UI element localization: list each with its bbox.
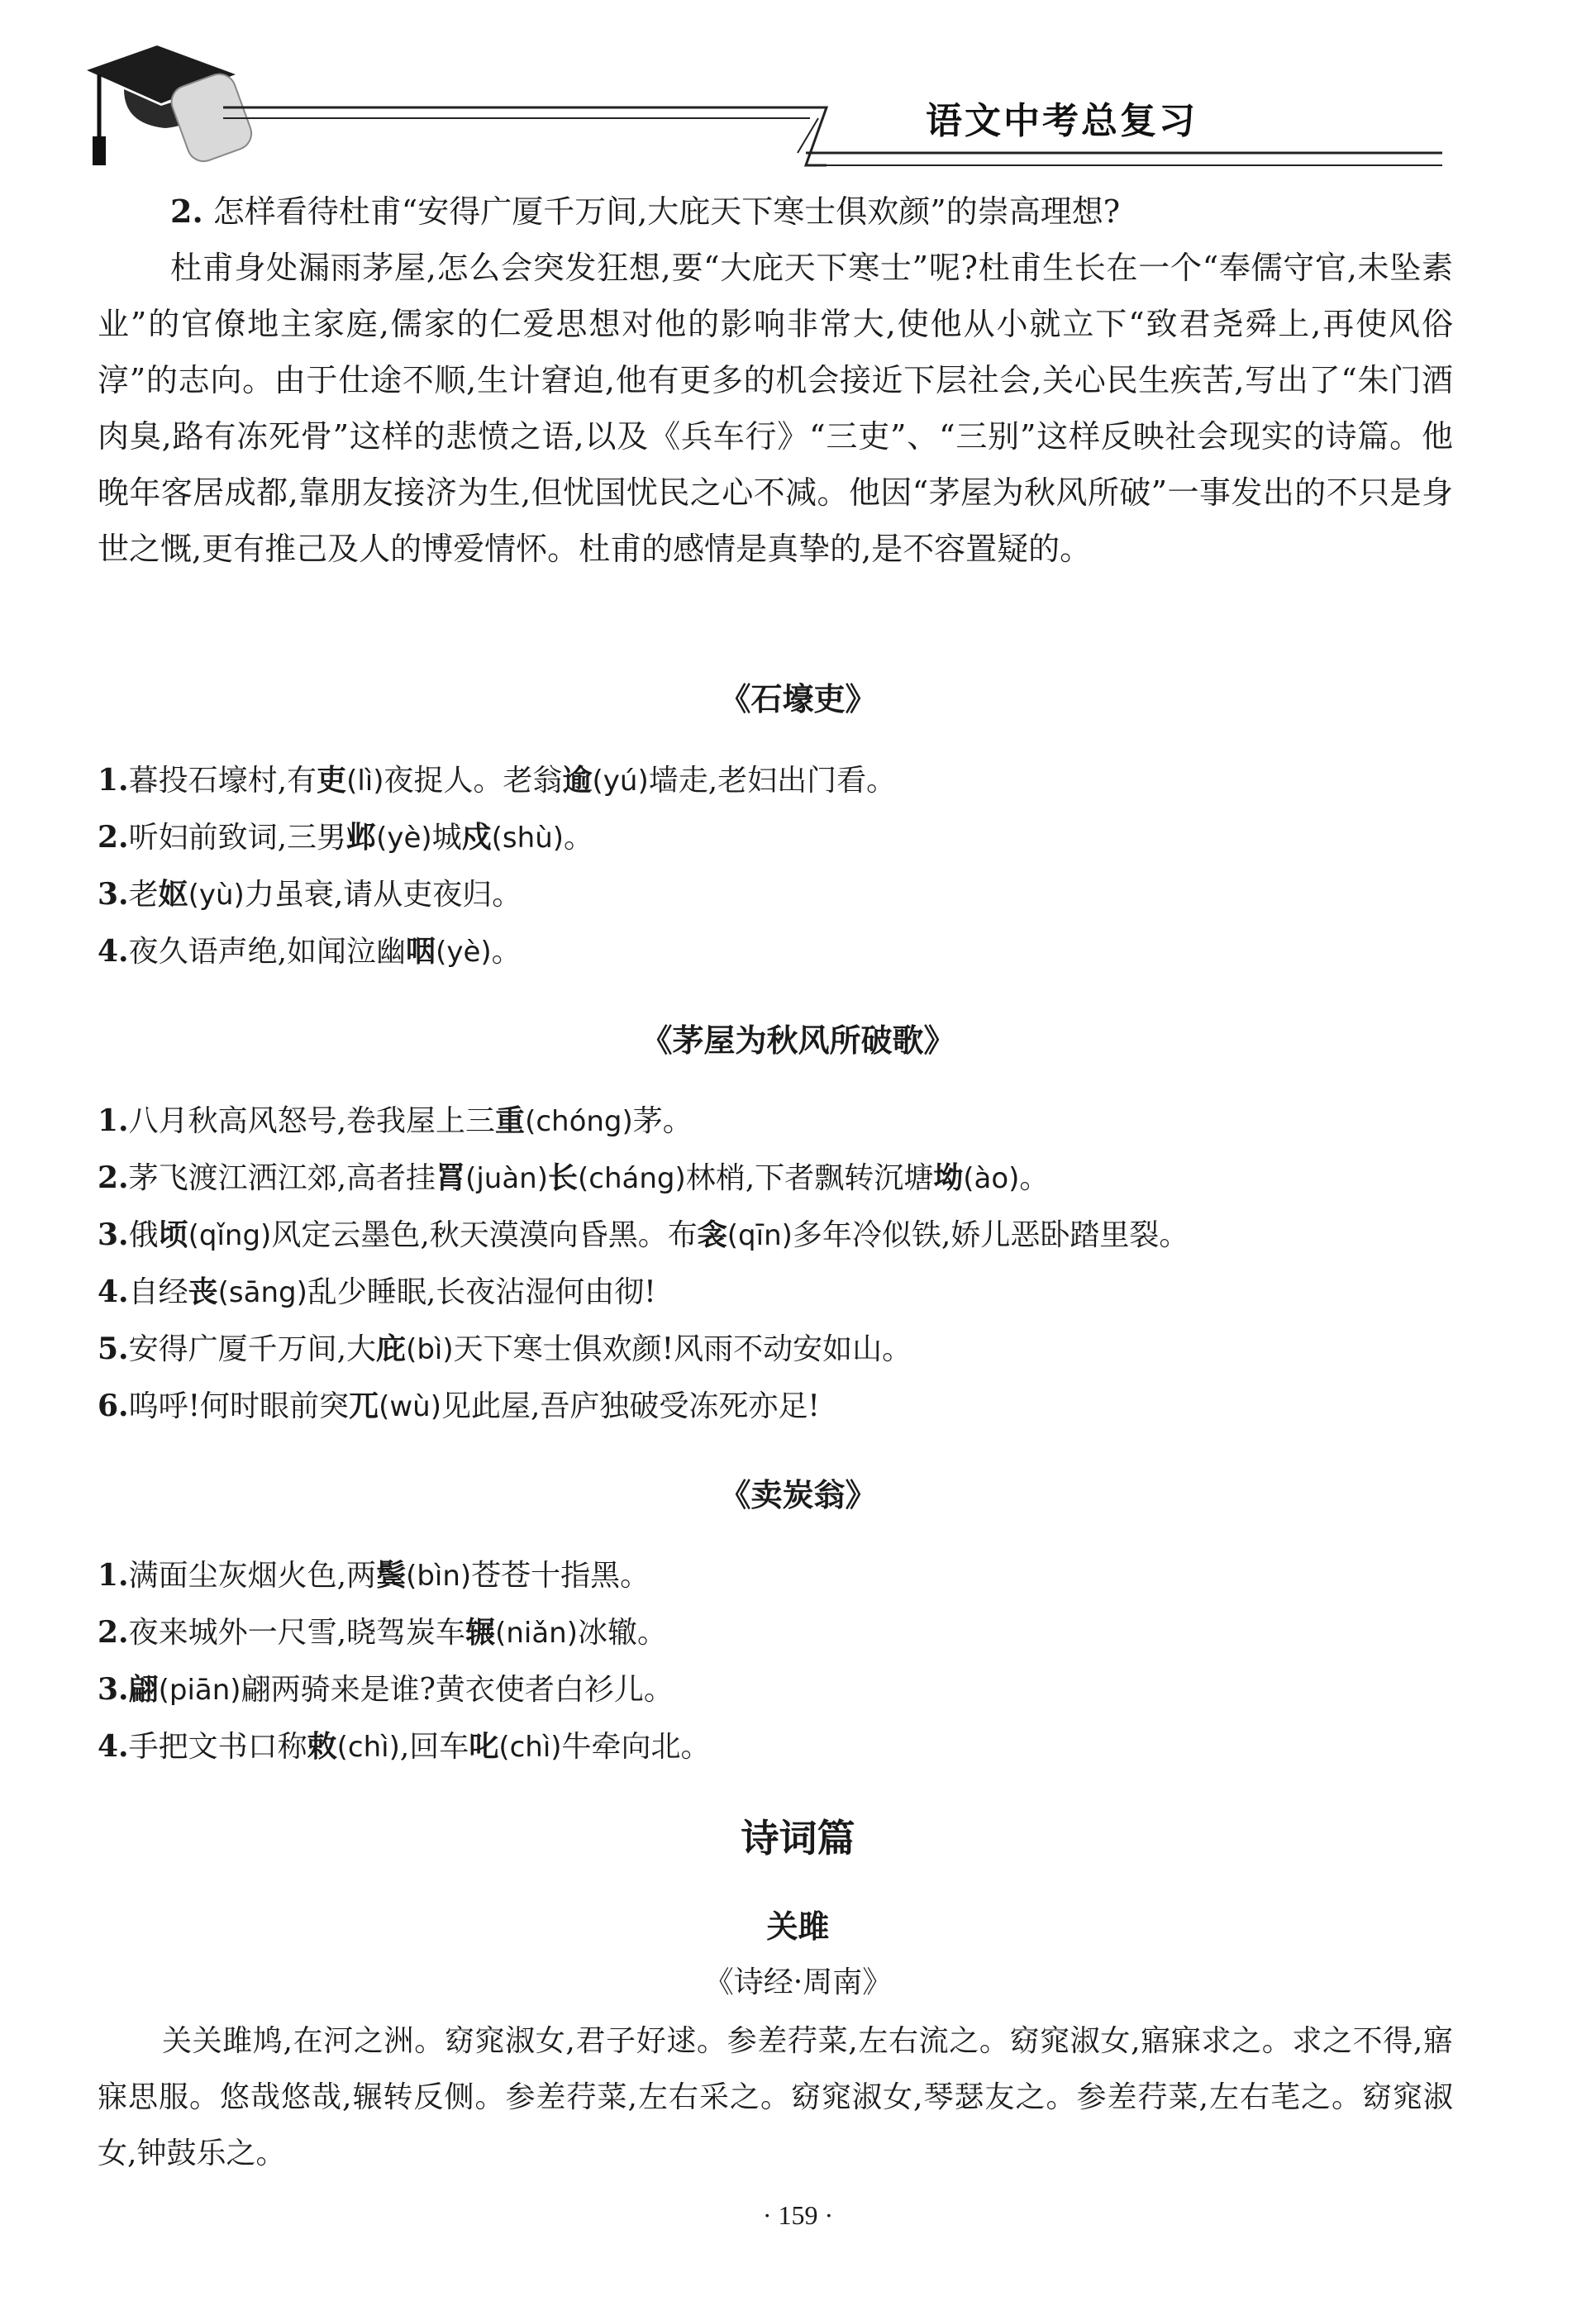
emphasized-char: 咽 [406, 934, 436, 969]
pinyin: (lì) [346, 765, 384, 798]
emphasized-char: 兀 [349, 1389, 379, 1423]
item-number: 3. [98, 1217, 129, 1252]
section-list-shihaoli [98, 752, 1503, 980]
list-item [98, 752, 1503, 809]
pinyin: (chì) [498, 1731, 562, 1764]
emphasized-char: 长 [547, 1160, 578, 1195]
item-number: 2. [98, 1615, 129, 1650]
item-number: 3. [98, 877, 129, 912]
item-text: 风定云墨色,秋天漠漠向昏黑。布 [271, 1218, 698, 1252]
poem-body: 关关雎鸠,在河之洲。窈窕淑女,君子好逑。参差荇菜,左右流之。窈窕淑女,寤寐求之。求之不得,寤寐思服。悠哉悠哉,辗转反侧。参差荇菜,左右采之。窈窕淑女,琴瑟友之。参差荇菜,左右芼之。窈窕淑女,钟鼓乐之。 [98, 2024, 1453, 2170]
pinyin: (yè) [376, 822, 432, 855]
item-text: 林梢,下者飘转沉塘 [685, 1161, 934, 1195]
emphasized-char: 鬓 [376, 1558, 407, 1593]
item-text: 茅。 [632, 1104, 693, 1138]
list-item [98, 1661, 1503, 1718]
item-text: 夜来城外一尺雪,晓驾炭车 [128, 1616, 466, 1650]
pinyin: (chì) [336, 1731, 400, 1764]
section-list-maitanweng [98, 1547, 1503, 1775]
emphasized-char: 坳 [933, 1160, 964, 1195]
item-text: 翩两骑来是谁?黄衣使者白衫儿。 [241, 1673, 674, 1707]
section-list-maowu [98, 1093, 1503, 1435]
item-text: 俄 [128, 1218, 159, 1252]
emphasized-char: 庇 [376, 1332, 407, 1366]
emphasized-char: 重 [495, 1103, 526, 1138]
item-text: 安得广厦千万间,大 [128, 1332, 377, 1366]
pinyin: (ào) [963, 1162, 1020, 1195]
item-text: 墙走,老妇出门看。 [648, 764, 897, 798]
question-number: 2. [170, 193, 203, 230]
item-number: 4. [98, 934, 129, 969]
emphasized-char: 妪 [158, 877, 188, 912]
item-text: 。 [491, 935, 522, 969]
header-title: 语文中考总复习 [926, 100, 1198, 142]
emphasized-char: 吏 [317, 763, 347, 798]
pinyin: (bì) [406, 1333, 454, 1366]
emphasized-char: 辗 [465, 1615, 496, 1650]
emphasized-char: 顷 [158, 1217, 188, 1252]
pinyin: (yú) [592, 765, 649, 798]
item-text: 八月秋高风怒号,卷我屋上三 [128, 1104, 496, 1138]
pinyin: (piān) [158, 1674, 241, 1707]
item-text: 苍苍十指黑。 [471, 1559, 650, 1593]
list-item [98, 923, 1503, 980]
poem-title: 关雎 [766, 1908, 830, 1945]
section-title-maowu: 《茅屋为秋风所破歌》 [641, 1022, 955, 1059]
question-block [98, 183, 1453, 577]
item-number: 1. [98, 1103, 129, 1138]
item-number: 5. [98, 1332, 129, 1366]
header-decoration [0, 0, 1596, 190]
page-header [0, 0, 1596, 190]
question [170, 183, 1453, 240]
emphasized-char: 逾 [562, 763, 593, 798]
list-item [98, 1150, 1503, 1207]
item-number: 4. [98, 1729, 129, 1764]
pinyin: (sāng) [217, 1276, 307, 1309]
item-number: 2. [98, 1160, 129, 1195]
pinyin: (yù) [188, 879, 245, 912]
page-number: · 159 · [762, 2200, 834, 2230]
item-text: 老 [128, 878, 159, 912]
poetry-heading: 诗词篇 [741, 1816, 855, 1861]
pinyin: (qǐng) [188, 1219, 272, 1252]
item-text: 。 [564, 821, 594, 855]
question-text: 怎样看待杜甫“安得广厦千万间,大庇天下寒士俱欢颜”的崇高理想? [212, 193, 1121, 230]
emphasized-char: 戍 [461, 820, 492, 855]
pinyin: (qīn) [727, 1219, 793, 1252]
item-text: 牛牵向北。 [561, 1730, 711, 1764]
list-item [98, 1378, 1503, 1435]
item-text: 冰辙。 [577, 1616, 667, 1650]
pinyin: (niǎn) [495, 1617, 578, 1650]
item-number: 4. [98, 1274, 129, 1309]
item-text: 见此屋,吾庐独破受冻死亦足! [441, 1389, 820, 1423]
list-item [98, 1093, 1503, 1150]
emphasized-char: 衾 [697, 1217, 727, 1252]
pinyin: (chóng) [525, 1105, 633, 1138]
item-number: 1. [98, 1558, 129, 1593]
list-item [98, 1718, 1503, 1775]
item-text: 。 [1019, 1161, 1050, 1195]
pinyin: (juàn) [465, 1162, 548, 1195]
item-text: 手把文书口称 [128, 1730, 307, 1764]
item-text: 满面尘灰烟火色,两 [128, 1559, 377, 1593]
item-number: 2. [98, 820, 129, 855]
pinyin: (yè) [436, 936, 492, 969]
item-text: ,回车 [399, 1730, 469, 1764]
emphasized-char: 翩 [128, 1672, 159, 1707]
poem-source: 《诗经·周南》 [703, 1965, 893, 1999]
item-text: 呜呼!何时眼前突 [128, 1389, 350, 1423]
item-text: 听妇前致词,三男 [128, 821, 347, 855]
item-text: 力虽衰,请从吏夜归。 [244, 878, 522, 912]
list-item [98, 866, 1503, 923]
item-text: 夜久语声绝,如闻泣幽 [128, 935, 407, 969]
pinyin: (cháng) [578, 1162, 686, 1195]
item-number: 3. [98, 1672, 129, 1707]
list-item [98, 1604, 1503, 1661]
list-item [98, 1207, 1503, 1264]
list-item [98, 1264, 1503, 1321]
item-text: 城 [431, 821, 462, 855]
item-number: 1. [98, 763, 129, 798]
section-title-shihaoli: 《石壕吏》 [719, 681, 877, 717]
pinyin: (shù) [491, 822, 565, 855]
item-text: 暮投石壕村,有 [128, 764, 317, 798]
emphasized-char: 敕 [307, 1729, 337, 1764]
item-text: 多年冷似铁,娇儿恶卧踏里裂。 [792, 1218, 1189, 1252]
pinyin: (wù) [379, 1390, 441, 1423]
emphasized-char: 叱 [469, 1729, 499, 1764]
graduation-cap-icon [87, 45, 256, 166]
list-item [98, 1321, 1503, 1378]
item-number: 6. [98, 1389, 129, 1423]
pinyin: (bìn) [406, 1560, 472, 1593]
item-text: 茅飞渡江洒江郊,高者挂 [128, 1161, 436, 1195]
item-text: 天下寒士俱欢颜!风雨不动安如山。 [453, 1332, 912, 1366]
emphasized-char: 罥 [436, 1160, 466, 1195]
list-item [98, 1547, 1503, 1604]
list-item [98, 809, 1503, 866]
item-text: 夜捉人。老翁 [384, 764, 563, 798]
item-text: 自经 [128, 1275, 188, 1309]
emphasized-char: 丧 [188, 1274, 218, 1309]
emphasized-char: 邺 [346, 820, 377, 855]
answer-paragraph: 杜甫身处漏雨茅屋,怎么会突发狂想,要“大庇天下寒士”呢?杜甫生长在一个“奉儒守官,未坠素业”的官僚地主家庭,儒家的仁爱思想对他的影响非常大,使他从小就立下“致君尧舜上,再使风俗淳”的志向。由于仕途不顺,生计窘迫,他有更多的机会接近下层社会,关心民生疾苦,写出了“朱门酒肉臭,路有冻死骨”这样的悲愤之语,以及《兵车行》“三吏”、“三别”这样反映社会现实的诗篇。他晚年客居成都,靠朋友接济为生,但忧国忧民之心不减。他因“茅屋为秋风所破”一事发出的不只是身世之慨,更有推己及人的博爱情怀。杜甫的感情是真挚的,是不容置疑的。 [98, 250, 1453, 567]
section-title-maitanweng: 《卖炭翁》 [719, 1477, 877, 1513]
item-text: 乱少睡眠,长夜沾湿何由彻! [307, 1275, 656, 1309]
